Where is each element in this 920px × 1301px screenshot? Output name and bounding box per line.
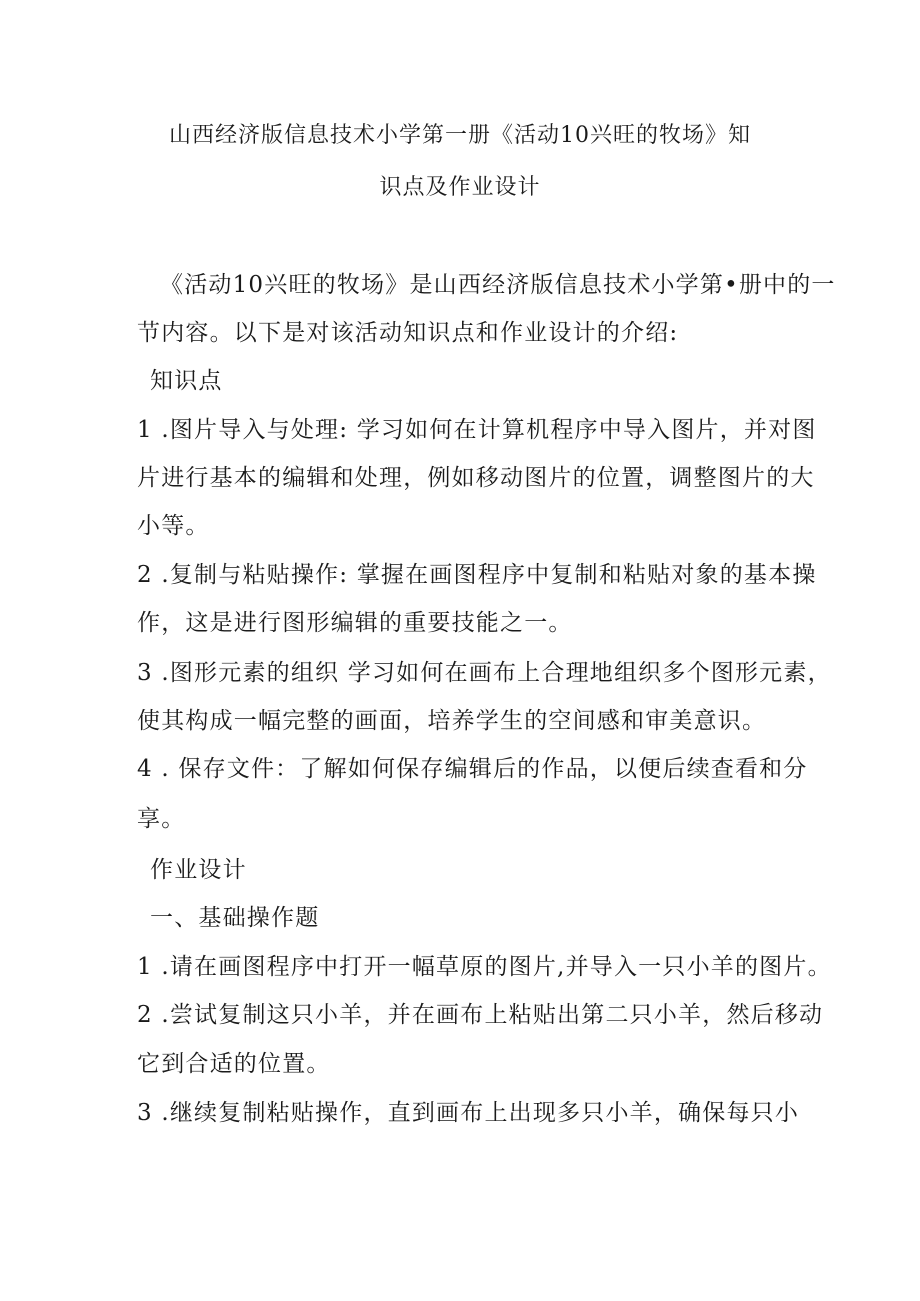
knowledge-item-4-line-2: 享。: [137, 806, 186, 832]
knowledge-item-1-line-2: 片进行基本的编辑和处理，例如移动图片的位置，调整图片的大: [137, 465, 815, 491]
title-line-2: 识点及作业设计: [379, 175, 541, 200]
intro-line-1: 《活动10兴旺的牧场》是山西经济版信息技术小学第•册中的一: [160, 272, 836, 298]
homework-heading: 作业设计: [150, 857, 247, 883]
knowledge-item-2-line-2: 作，这是进行图形编辑的重要技能之一。: [137, 610, 573, 636]
homework-item-2-line-2: 它到合适的位置。: [137, 1051, 331, 1077]
knowledge-heading: 知识点: [150, 368, 223, 394]
homework-item-3-line-1: 3 .继续复制粘贴操作，直到画布上出现多只小羊，确保每只小: [137, 1100, 800, 1126]
knowledge-item-1-line-3: 小等。: [137, 513, 210, 539]
knowledge-item-3-line-1: 3 .图形元素的组织 学习如何在画布上合理地组织多个图形元素，: [137, 660, 832, 686]
knowledge-item-1-line-1: 1 .图片导入与处理: 学习如何在计算机程序中导入图片，并对图: [137, 417, 817, 443]
basic-ops-heading: 一、基础操作题: [150, 905, 320, 931]
knowledge-item-4-line-1: 4 . 保存文件：了解如何保存编辑后的作品，以便后续查看和分: [137, 756, 808, 782]
homework-item-2-line-1: 2 .尝试复制这只小羊，并在画布上粘贴出第二只小羊，然后移动: [137, 1002, 824, 1028]
homework-item-1-line-1: 1 .请在画图程序中打开一幅草原的图片,并导入一只小羊的图片。: [137, 954, 832, 980]
intro-line-2: 节内容。以下是对该活动知识点和作业设计的介绍:: [137, 320, 679, 346]
knowledge-item-2-line-1: 2 .复制与粘贴操作: 掌握在画图程序中复制和粘贴对象的基本操: [137, 562, 817, 588]
knowledge-item-3-line-2: 使其构成一幅完整的画面，培养学生的空间感和审美意识。: [137, 708, 767, 734]
title-line-1: 山西经济版信息技术小学第一册《活动10兴旺的牧场》知: [169, 123, 751, 148]
